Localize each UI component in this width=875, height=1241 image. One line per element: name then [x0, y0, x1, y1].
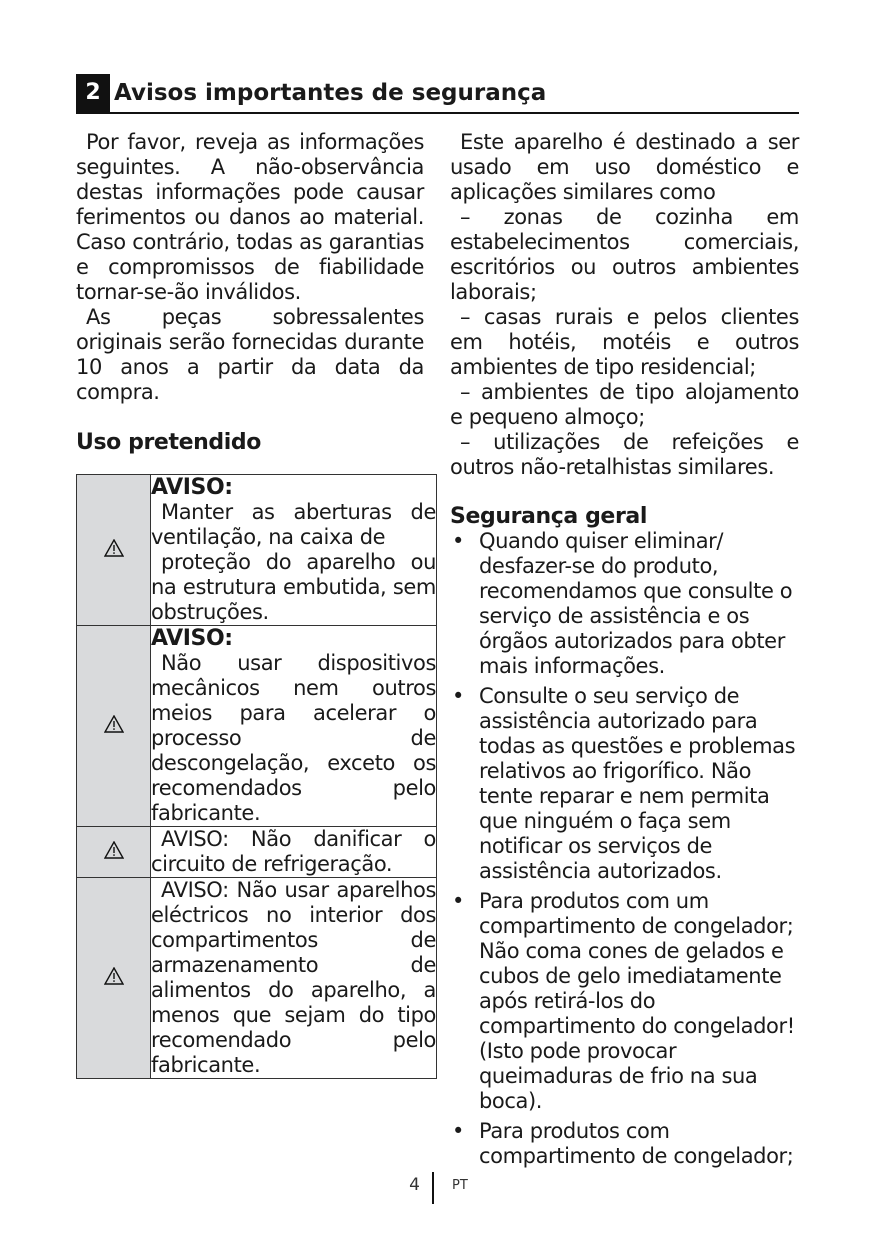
spares-paragraph: As peças sobressalentes originais serão fornecidas durante 10 anos a partir da data da compra. [76, 305, 424, 404]
use-item: – utilizações de refeições e outros não-retalhistas similares. [450, 430, 799, 479]
left-column [76, 130, 436, 1079]
warning-row [77, 626, 437, 827]
list-item-text: Para produtos com um compartimento de congelador; Não coma cones de gelados e cubos de gelo imediatamente após retirá-los do compartimento do congelador! (Isto pode provocar queimaduras de frio na sua boca). [479, 889, 795, 1113]
list-item [450, 889, 799, 1114]
language-code: PT [452, 1178, 468, 1193]
use-item: – ambientes de tipo alojamento e pequeno almoço; [450, 380, 799, 429]
appliance-use-intro: Este aparelho é destinado a ser usado em uso doméstico e aplicações similares como [450, 130, 799, 204]
warning-icon-cell [77, 827, 151, 878]
section-header [76, 74, 799, 114]
warning-text-cell [151, 827, 437, 878]
list-item-text: Consulte o seu serviço de assistência autorizado para todas as questões e problemas relativos ao frigorífico. Não tente reparar e nem permita que ninguém o faça sem notificar os serviços de assistência autorizados. [479, 684, 796, 883]
general-safety-heading: Segurança geral [450, 504, 647, 529]
use-item: – zonas de cozinha em estabelecimentos comerciais, escritórios ou outros ambientes laborais; [450, 205, 799, 304]
right-column [450, 130, 799, 1174]
warning-text-continued: proteção do aparelho ou na estrutura embutida, sem obstruções. [151, 550, 436, 624]
warning-triangle-icon [104, 841, 124, 859]
footer-divider [432, 1172, 434, 1204]
warning-text: Não usar dispositivos mecânicos nem outros meios para acelerar o processo de descongelação, exceto os recomendados pelo fabricante. [151, 651, 436, 825]
warning-triangle-icon [104, 967, 124, 985]
bullet-icon: • [452, 529, 464, 553]
list-item-text: Quando quiser eliminar/ desfazer-se do produto, recomendamos que consulte o serviço de assistência e os órgãos autorizados para obter mais informações. [479, 529, 793, 678]
use-item: – casas rurais e pelos clientes em hotéis, motéis e outros ambientes de tipo residencial; [450, 305, 799, 379]
warning-triangle-icon [104, 715, 124, 733]
warning-icon-cell [77, 626, 151, 827]
warning-row [77, 827, 437, 878]
warning-title: AVISO: [151, 475, 233, 500]
list-item [450, 1119, 799, 1169]
warning-triangle-icon [104, 539, 124, 557]
warning-text-cell [151, 878, 437, 1079]
warning-row [77, 475, 437, 626]
warning-icon-cell [77, 878, 151, 1079]
bullet-icon: • [452, 684, 464, 708]
intended-use-heading: Uso pretendido [76, 430, 261, 455]
section-title: Avisos importantes de segurança [114, 80, 547, 106]
page-number: 4 [409, 1175, 420, 1195]
warning-title: AVISO: [151, 626, 233, 651]
section-number: 2 [76, 74, 110, 112]
warning-text: AVISO: Não danificar o circuito de refrigeração. [151, 827, 436, 876]
list-item [450, 529, 799, 679]
list-item [450, 684, 799, 884]
warnings-table [76, 474, 437, 1079]
bullet-icon: • [452, 889, 464, 913]
warning-row [77, 878, 437, 1079]
warning-text: Manter as aberturas de ventilação, na caixa de [151, 500, 436, 549]
list-item-text: Para produtos com compartimento de congelador; [479, 1119, 794, 1168]
warning-text-cell [151, 475, 437, 626]
warning-text: AVISO: Não usar aparelhos eléctricos no interior dos compartimentos de armazenamento de alimentos do aparelho, a menos que sejam do tipo recomendado pelo fabricante. [151, 878, 436, 1077]
safety-bullet-list [450, 529, 799, 1169]
bullet-icon: • [452, 1119, 464, 1143]
warning-text-cell [151, 626, 437, 827]
page-footer [380, 1172, 480, 1204]
intro-paragraph: Por favor, reveja as informações seguintes. A não-observância destas informações pode causar ferimentos ou danos ao material. Caso contrário, todas as garantias e compromissos de fiabilidade tornar-se-ão inválidos. [76, 130, 424, 304]
warning-icon-cell [77, 475, 151, 626]
